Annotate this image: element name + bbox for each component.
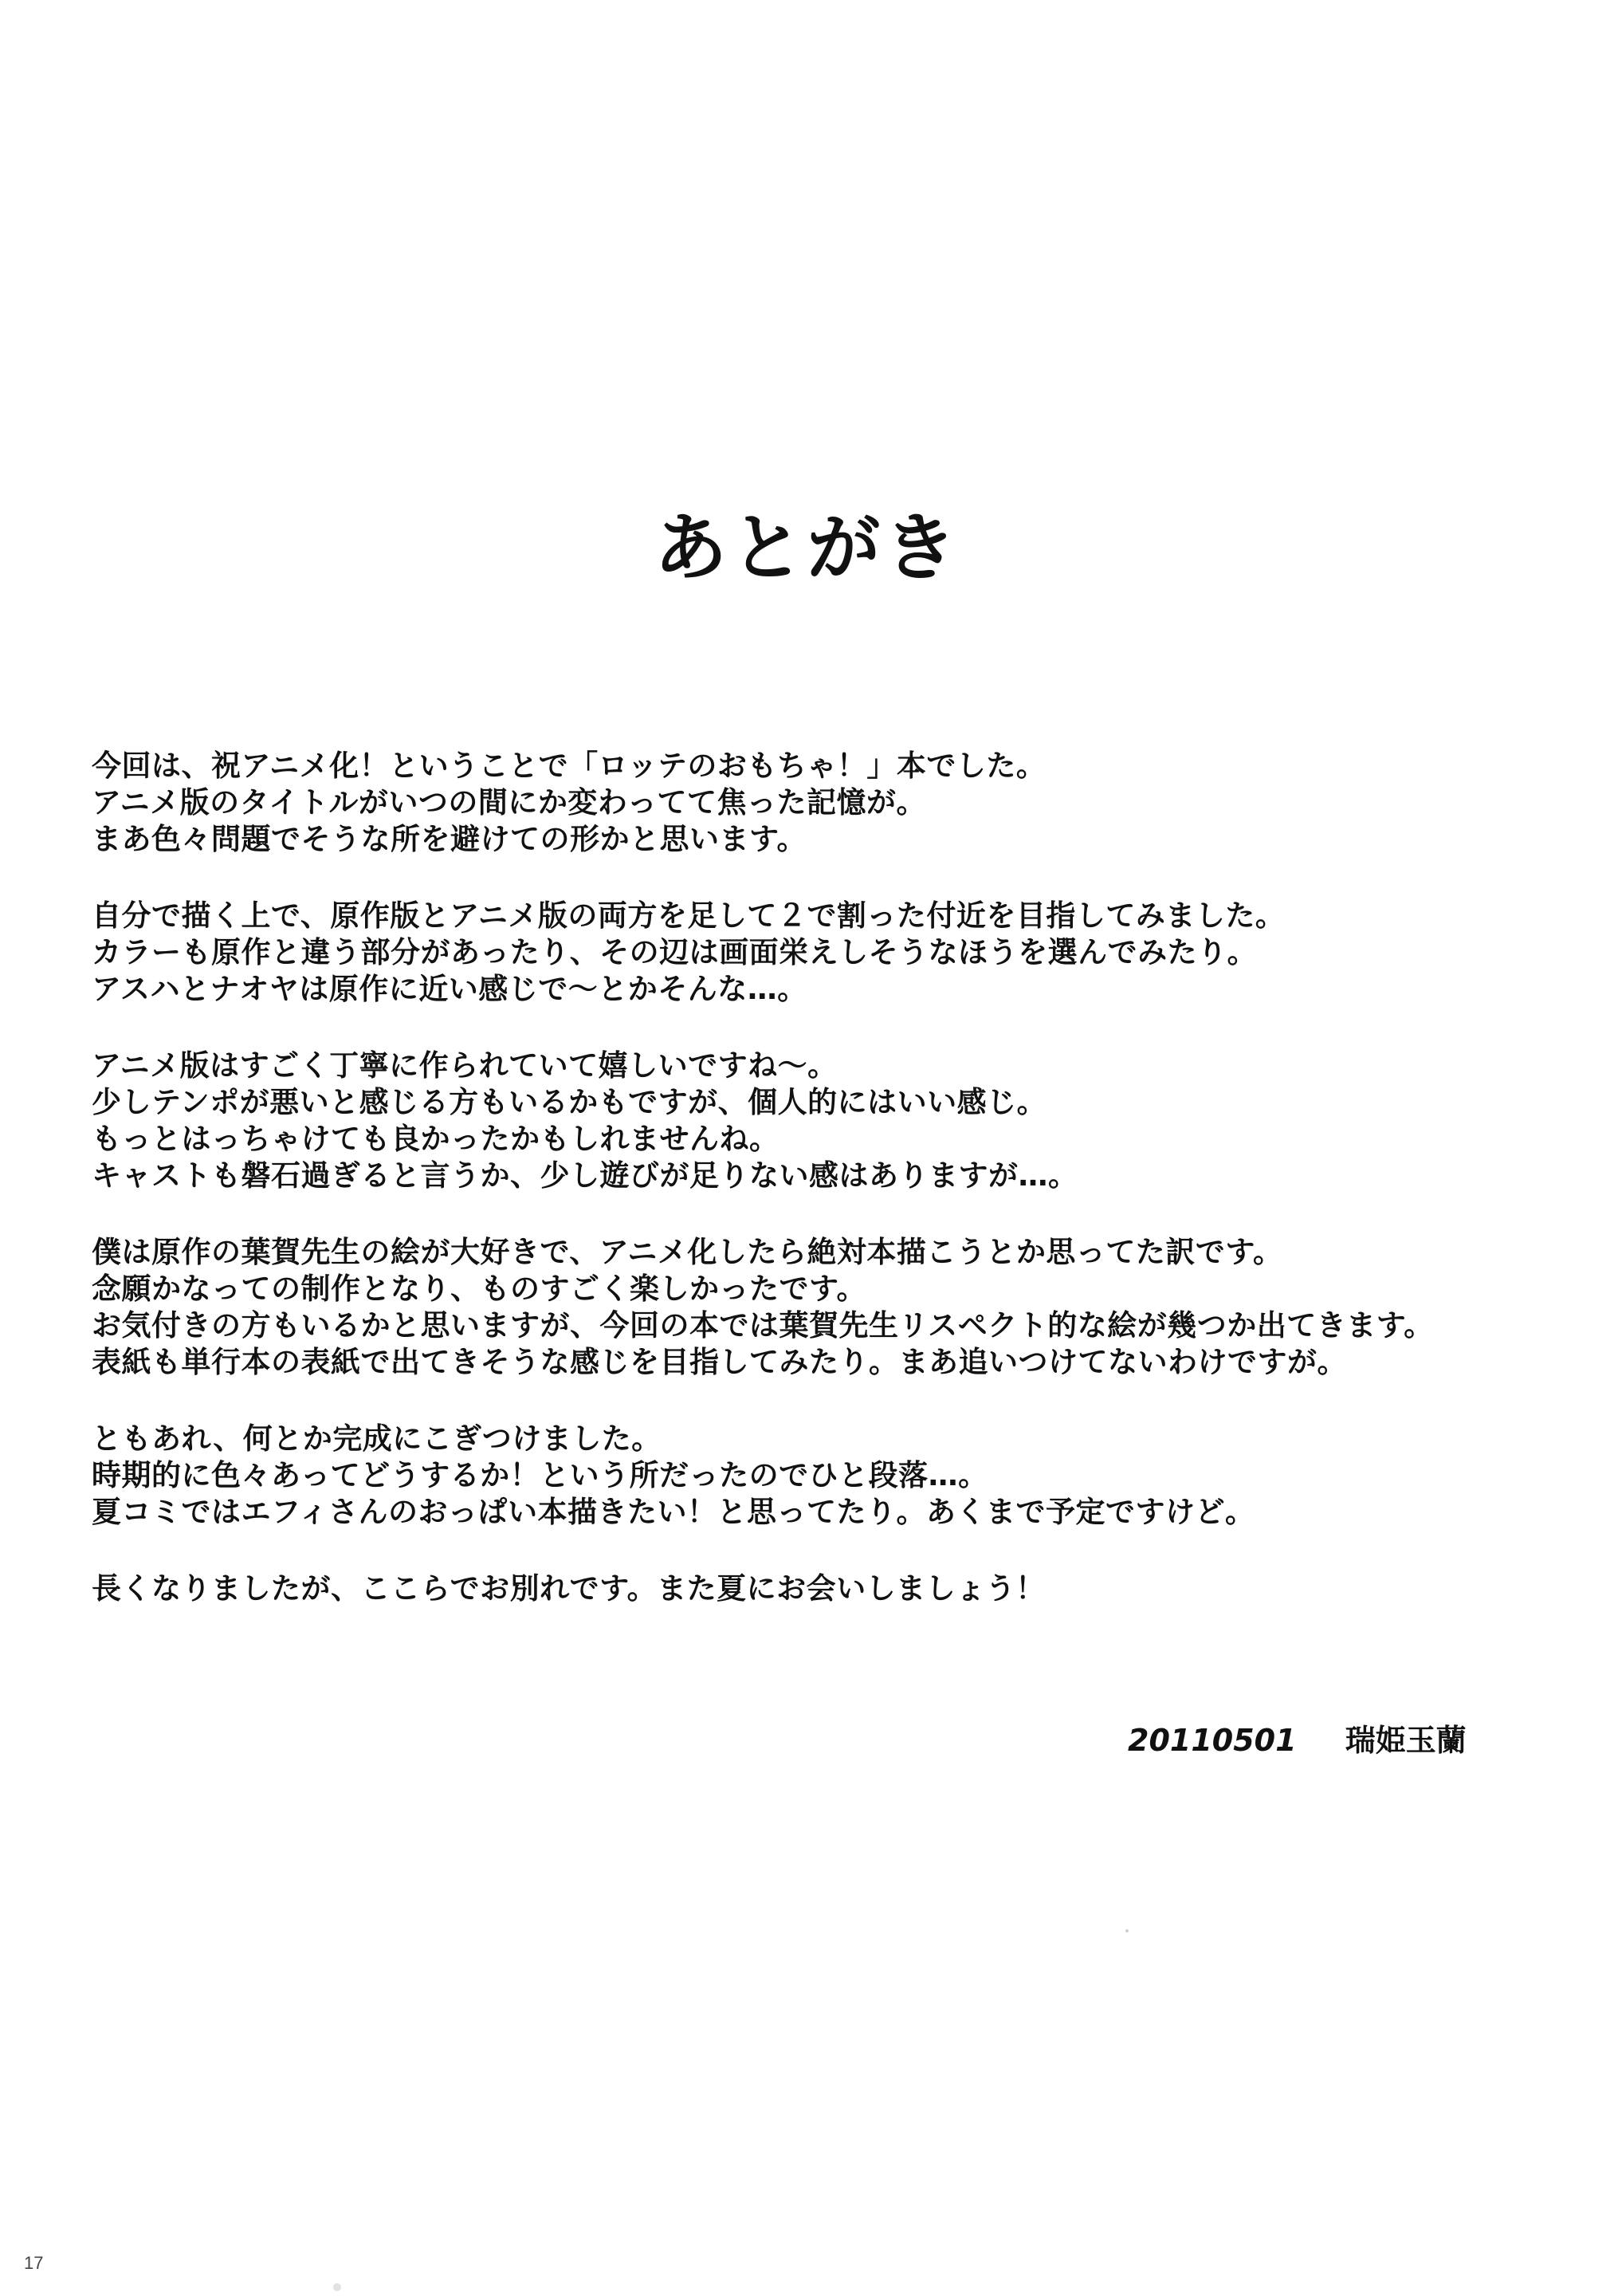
text-line: アニメ版のタイトルがいつの間にか変わってて焦った記憶が。 — [92, 785, 927, 820]
text-line: 長くなりましたが、ここらでお別れです。また夏にお会いしましょう！ — [92, 1571, 1046, 1606]
signature — [1128, 1720, 1467, 1760]
text-line: カラーも原作と違う部分があったり、その辺は画面栄えしそうなほうを選んでみたり。 — [92, 935, 1258, 969]
text-line: 念願かなっての制作となり、ものすごく楽しかったです。 — [92, 1272, 867, 1306]
scan-speck — [333, 2283, 341, 2291]
signature-author: 瑞姫玉蘭 — [1345, 1723, 1467, 1758]
text-line: アニメ版はすごく丁寧に作られていて嬉しいですね～。 — [92, 1048, 838, 1083]
paragraph — [92, 1421, 1542, 1531]
paragraph — [92, 1571, 1542, 1607]
text-line: もっとはっちゃけても良かったかもしれませんね。 — [92, 1122, 780, 1156]
text-line: キャストも磐石過ぎると言うか、少し遊びが足りない感はありますが…。 — [92, 1158, 1078, 1193]
text-line: まあ色々問題でそうな所を避けての形かと思います。 — [92, 822, 807, 856]
paragraph — [92, 898, 1542, 1008]
signature-date: 20110501 — [1128, 1723, 1297, 1758]
page-number: 17 — [24, 2253, 44, 2273]
text-line: 自分で描く上で、原作版とアニメ版の両方を足して２で割った付近を目指してみました。 — [92, 898, 1286, 933]
text-line: 少しテンポが悪いと感じる方もいるかもですが、個人的にはいい感じ。 — [92, 1085, 1047, 1119]
scan-speck — [1125, 1929, 1129, 1932]
text-line: 表紙も単行本の表紙で出てきそうな感じを目指してみたり。まあ追いつけてないわけですが。 — [92, 1345, 1347, 1379]
paragraph — [92, 1048, 1542, 1194]
text-line: 僕は原作の葉賀先生の絵が大好きで、アニメ化したら絶対本描こうとか思ってた訳です。 — [92, 1235, 1283, 1269]
paragraph — [92, 748, 1542, 858]
afterword-body — [92, 748, 1542, 1647]
paragraph — [92, 1234, 1542, 1381]
page-title: あとがき — [654, 505, 960, 591]
text-line: お気付きの方もいるかと思いますが、今回の本では葉賀先生リスペクト的な絵が幾つか出てきます。 — [92, 1308, 1434, 1343]
text-line: アスハとナオヤは原作に近い感じで～とかそんな…。 — [92, 972, 807, 1006]
text-line: 夏コミではエフィさんのおっぱい本描きたい！と思ってたり。あくまで予定ですけど。 — [92, 1495, 1255, 1529]
text-line: 時期的に色々あってどうするか！という所だったのでひと段落…。 — [92, 1458, 988, 1492]
text-line: ともあれ、何とか完成にこぎつけました。 — [92, 1421, 662, 1456]
text-line: 今回は、祝アニメ化！ということで「ロッテのおもちゃ！」本でした。 — [92, 749, 1047, 783]
